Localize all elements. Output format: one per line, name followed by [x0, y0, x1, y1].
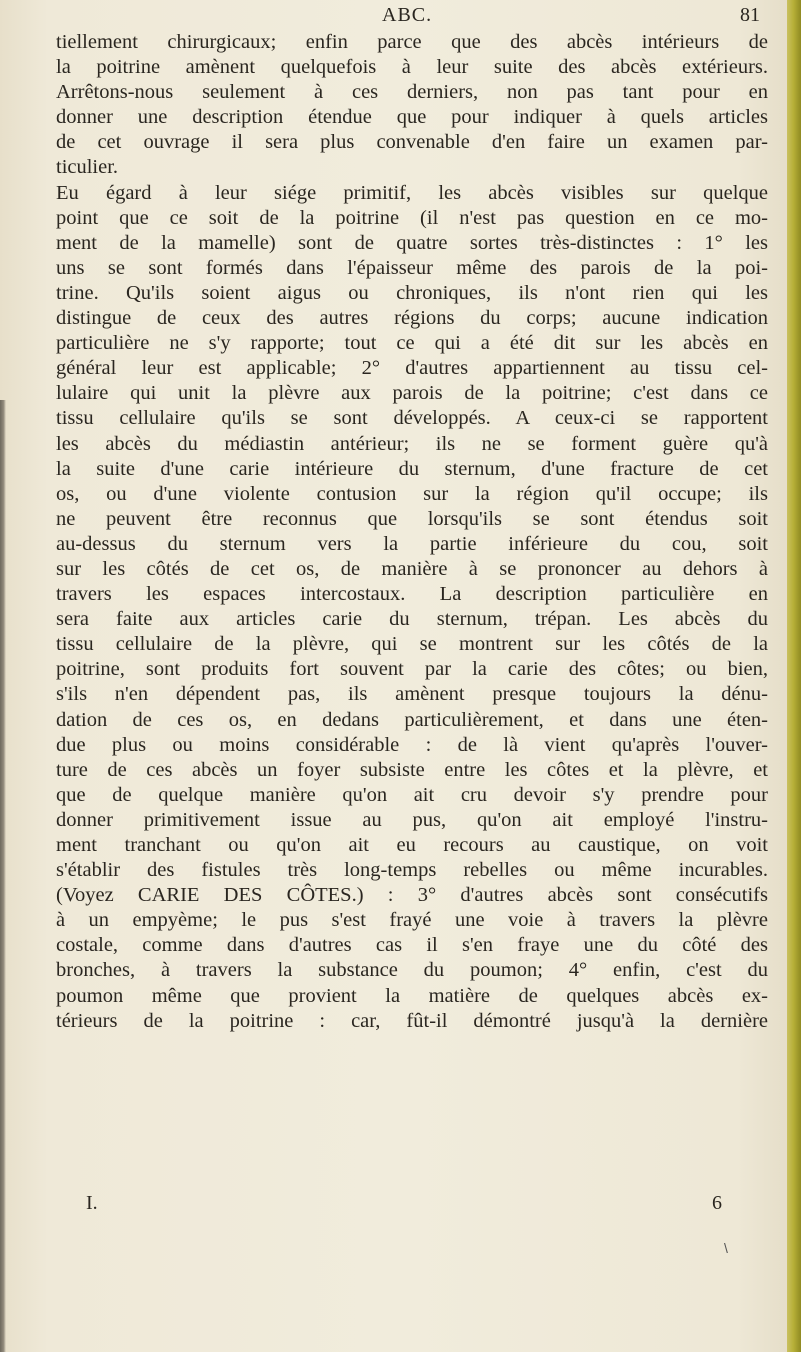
text-line: (Voyez CARIE DES CÔTES.) : 3° d'autres abcès sont consécutifs: [56, 884, 768, 907]
text-line: distingue de ceux des autres régions du corps; aucune indication: [56, 307, 768, 330]
text-line: au-dessus du sternum vers la partie inférieure du cou, soit: [56, 532, 768, 555]
text-line: costale, comme dans d'autres cas il s'en fraye une du côté des: [56, 934, 768, 957]
text-line: la suite d'une carie intérieure du sternum, d'une fracture de cet: [56, 457, 768, 480]
text-line: ticulier.: [56, 156, 119, 179]
text-line: de cet ouvrage il sera plus convenable d'en faire un examen par-: [56, 131, 768, 154]
text-line: ture de ces abcès un foyer subsiste entre les côtes et la plèvre, et: [56, 758, 768, 781]
text-line: général leur est applicable; 2° d'autres appartiennent au tissu cel-: [56, 357, 768, 380]
stray-pencil-mark: \: [724, 1240, 728, 1256]
text-line: donner une description étendue que pour indiquer à quels articles: [56, 106, 768, 129]
text-line: lulaire qui unit la plèvre aux parois de la poitrine; c'est dans ce: [56, 382, 768, 405]
text-line: sur les côtés de cet os, de manière à se prononcer au dehors à: [56, 557, 768, 580]
text-line: ment tranchant ou qu'on ait eu recours au caustique, on voit: [56, 834, 768, 856]
text-line: particulière ne s'y rapporte; tout ce qui a été dit sur les abcès en: [56, 332, 768, 355]
text-line: os, ou d'une violente contusion sur la région qu'il occupe; ils: [56, 482, 768, 505]
text-line: tissu cellulaire de la plèvre, qui se montrent sur les côtés de la: [56, 633, 768, 656]
text-line: tissu cellulaire qu'ils se sont développés. A ceux-ci se rapportent: [56, 407, 768, 430]
text-line: ne peuvent être reconnus que lorsqu'ils se sont étendus soit: [56, 507, 768, 530]
sheet-number: 6: [712, 1192, 722, 1214]
running-head: ABC.: [382, 4, 433, 26]
text-line: sera faite aux articles carie du sternum, trépan. Les abcès du: [56, 608, 768, 631]
text-line: à un empyème; le pus s'est frayé une voie à travers la plèvre: [56, 909, 768, 932]
text-line: poumon même que provient la matière de quelques abcès ex-: [56, 984, 768, 1007]
page-footer: [0, 1192, 801, 1222]
text-line: donner primitivement issue au pus, qu'on ait employé l'instru-: [56, 808, 768, 831]
page-number: 81: [740, 4, 760, 26]
text-line: térieurs de la poitrine : car, fût-il démontré jusqu'à la dernière: [56, 1009, 768, 1032]
text-line: s'ils n'en dépendent pas, ils amènent presque toujours la dénu-: [56, 683, 768, 706]
text-line: Eu égard à leur siége primitif, les abcès visibles sur quelque: [56, 181, 768, 204]
text-line: les abcès du médiastin antérieur; ils ne se forment guère qu'à: [56, 432, 768, 455]
text-line: ment de la mamelle) sont de quatre sortes très-distinctes : 1° les: [56, 231, 768, 254]
signature-mark: I.: [86, 1192, 98, 1214]
text-line: trine. Qu'ils soient aigus ou chroniques, ils n'ont rien qui les: [56, 281, 768, 304]
text-line: que de quelque manière qu'on ait cru devoir s'y prendre pour: [56, 783, 768, 806]
text-line: uns se sont formés dans l'épaisseur même des parois de la poi-: [56, 256, 768, 279]
text-line: dation de ces os, en dedans particulièrement, et dans une éten-: [56, 708, 768, 731]
text-line: la poitrine amènent quelquefois à leur suite des abcès extérieurs.: [56, 56, 768, 79]
text-line: tiellement chirurgicaux; enfin parce que des abcès intérieurs de: [56, 31, 768, 53]
text-line: Arrêtons-nous seulement à ces derniers, non pas tant pour en: [56, 81, 768, 104]
text-line: due plus ou moins considérable : de là vient qu'après l'ouver-: [56, 733, 768, 756]
text-line: point que ce soit de la poitrine (il n'est pas question en ce mo-: [56, 206, 768, 229]
text-line: bronches, à travers la substance du poumon; 4° enfin, c'est du: [56, 959, 768, 982]
text-line: poitrine, sont produits fort souvent par la carie des côtes; ou bien,: [56, 658, 768, 681]
text-line: travers les espaces intercostaux. La description particulière en: [56, 583, 768, 606]
text-line: s'établir des fistules très long-temps rebelles ou même incurables.: [56, 859, 768, 882]
body-text: [56, 30, 768, 1034]
page-edge-binding: [787, 0, 801, 1352]
